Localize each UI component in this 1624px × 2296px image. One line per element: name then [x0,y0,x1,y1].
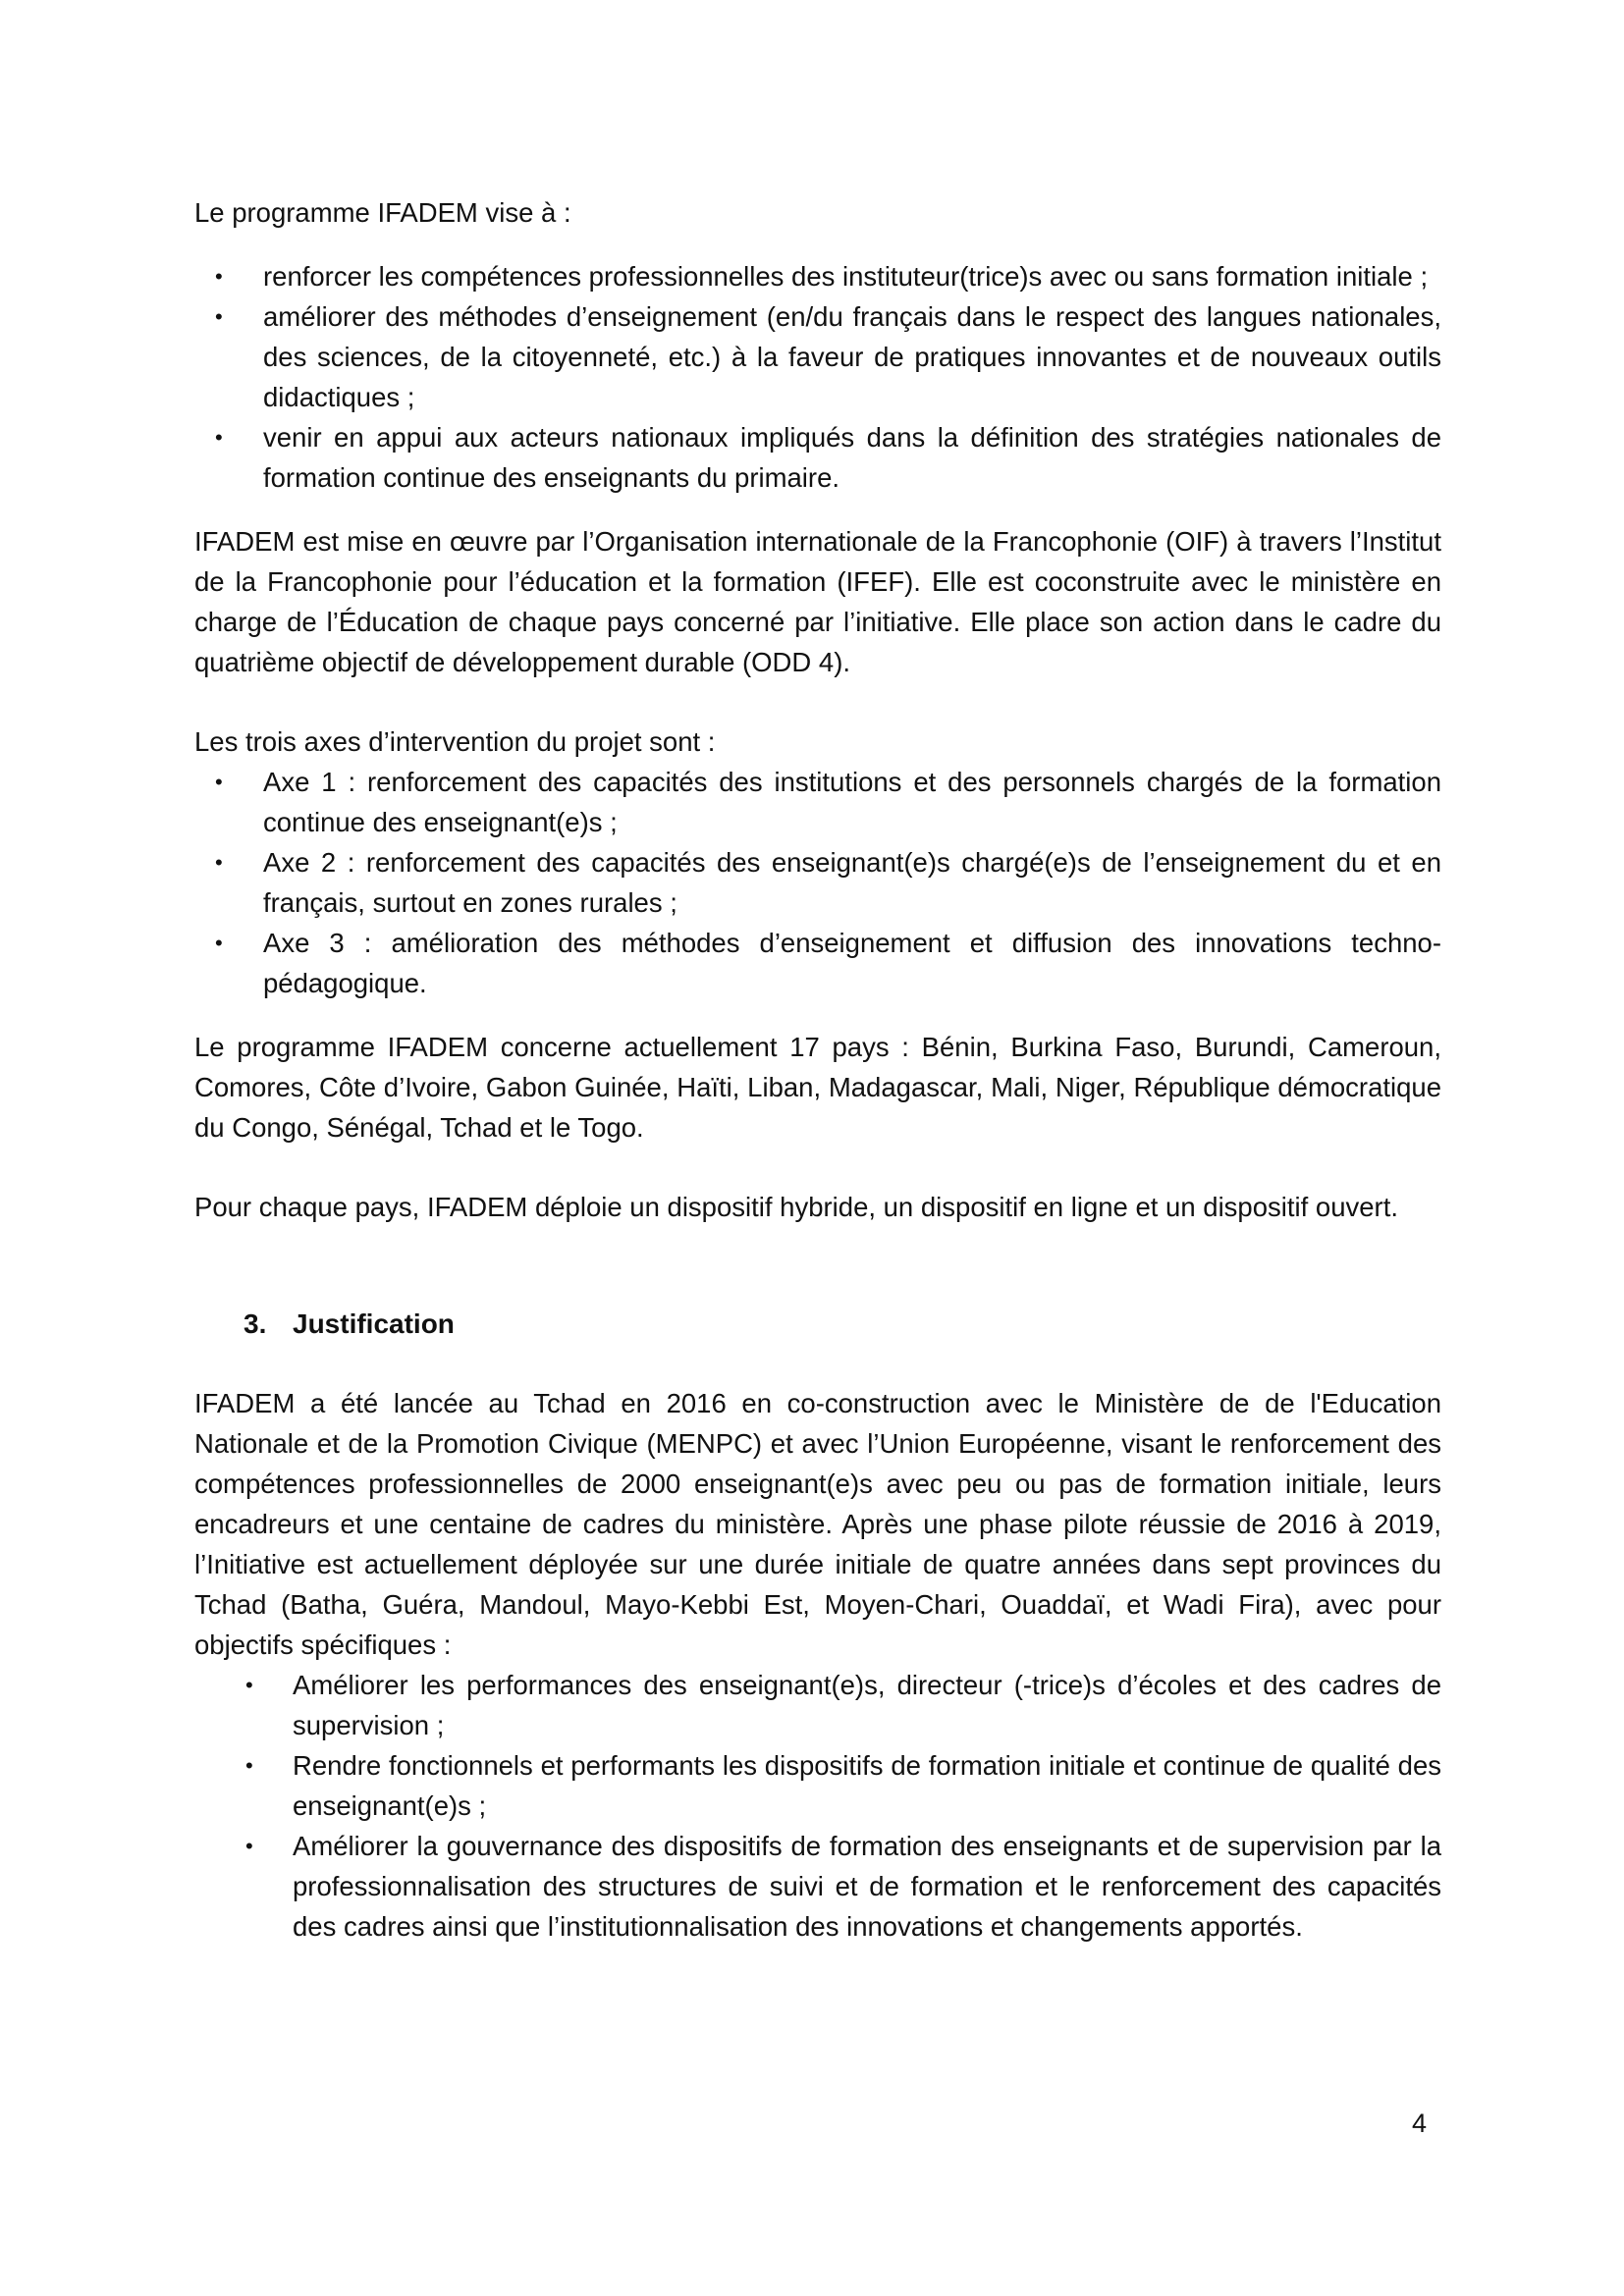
list-item-text: Améliorer la gouvernance des dispositifs de formation des enseignants et de supervision par la professionnalisation des structures de suivi et de formation et le renforcement des capacités des cadres ainsi que l’institutionnalisation des innovations et changements apportés. [293,1831,1441,1942]
list-item [194,1745,1441,1826]
countries-paragraph: Le programme IFADEM concerne actuellement 17 pays : Bénin, Burkina Faso, Burundi, Cameroun, Comores, Côte d’Ivoire, Gabon Guinée, Haïti, Liban, Madagascar, Mali, Niger, République démocratique du Congo, Sénégal, Tchad et le Togo. [194,1032,1441,1143]
devices-paragraph: Pour chaque pays, IFADEM déploie un dispositif hybride, un dispositif en ligne et un dispositif ouvert. [194,1192,1398,1222]
section-heading [194,1304,1441,1344]
goals-list [194,256,1441,498]
justification-paragraph: IFADEM a été lancée au Tchad en 2016 en co-construction avec le Ministère de de l'Education Nationale et de la Promotion Civique (MENPC) et avec l’Union Européenne, visant le renforcement des compétences professionnelles de 2000 enseignant(e)s avec peu ou pas de formation initiale, leurs encadreurs et une centaine de cadres du ministère. Après une phase pilote réussie de 2016 à 2019, l’Initiative est actuellement déployée sur une durée initiale de quatre années dans sept provinces du Tchad (Batha, Guéra, Mandoul, Mayo-Kebbi Est, Moyen-Chari, Ouaddaï, et Wadi Fira), avec pour objectifs spécifiques : [194,1388,1441,1660]
list-item [194,842,1441,923]
bullet-icon: • [215,264,223,289]
bullet-icon: • [215,850,223,875]
bullet-icon: • [215,770,223,794]
page-number: 4 [1412,2109,1428,2138]
axes-list [194,762,1441,1003]
list-item [194,1665,1441,1745]
intro-lead: Le programme IFADEM vise à : [194,197,571,228]
bullet-icon: • [215,425,223,450]
objectives-list [194,1665,1441,1947]
section-title: Justification [293,1308,455,1339]
list-item [194,296,1441,417]
list-item-text: Axe 1 : renforcement des capacités des institutions et des personnels chargés de la formation continue des enseignant(e)s ; [263,767,1441,837]
list-item [194,256,1441,296]
list-item-text: Améliorer les performances des enseignant(e)s, directeur (-trice)s d’écoles et des cadres de supervision ; [293,1670,1441,1740]
list-item [194,1826,1441,1947]
bullet-icon: • [245,1753,253,1778]
list-item-text: renforcer les compétences professionnelles des instituteur(trice)s avec ou sans formation initiale ; [263,261,1429,292]
list-item [194,923,1441,1003]
bullet-icon: • [245,1834,253,1858]
list-item-text: améliorer des méthodes d’enseignement (en/du français dans le respect des langues nationales, des sciences, de la citoyenneté, etc.) à la faveur de pratiques innovantes et de nouveaux outils didactiques ; [263,301,1441,412]
axes-lead: Les trois axes d’intervention du projet sont : [194,726,716,757]
document-page [194,192,1441,1947]
bullet-icon: • [215,931,223,955]
list-item [194,762,1441,842]
bullet-icon: • [245,1673,253,1697]
list-item-text: Rendre fonctionnels et performants les dispositifs de formation initiale et continue de qualité des enseignant(e)s ; [293,1750,1441,1821]
section-number: 3. [244,1308,267,1339]
implementation-paragraph: IFADEM est mise en œuvre par l’Organisation internationale de la Francophonie (OIF) à travers l’Institut de la Francophonie pour l’éducation et la formation (IFEF). Elle est coconstruite avec le ministère en charge de l’Éducation de chaque pays concerné par l’initiative. Elle place son action dans le cadre du quatrième objectif de développement durable (ODD 4). [194,526,1441,677]
list-item-text: Axe 3 : amélioration des méthodes d’enseignement et diffusion des innovations techno-pédagogique. [263,928,1441,998]
list-item-text: venir en appui aux acteurs nationaux impliqués dans la définition des stratégies nationales de formation continue des enseignants du primaire. [263,422,1441,493]
list-item-text: Axe 2 : renforcement des capacités des enseignant(e)s chargé(e)s de l’enseignement du et en français, surtout en zones rurales ; [263,847,1441,918]
list-item [194,417,1441,498]
bullet-icon: • [215,304,223,329]
